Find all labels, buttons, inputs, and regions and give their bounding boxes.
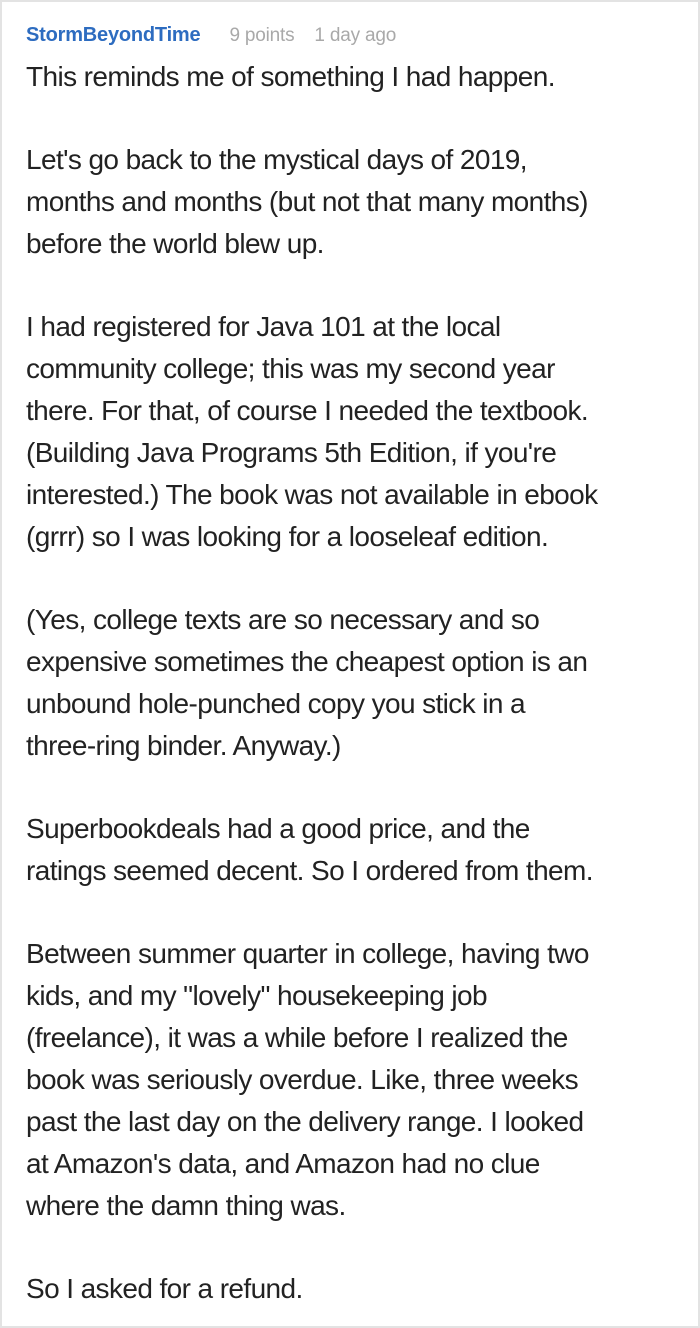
points-label: 9 points: [229, 25, 295, 46]
comment-line: (Yes, college texts are so necessary and so: [26, 604, 540, 635]
comment-paragraph: [26, 56, 682, 98]
comment-line: three-ring binder. Anyway.): [26, 730, 341, 761]
comment-line: So I asked for a refund.: [26, 1273, 303, 1304]
comment-line: kids, and my "lovely" housekeeping job: [26, 980, 487, 1011]
comment-line: Superbookdeals had a good price, and the: [26, 813, 530, 844]
comment-line: Between summer quarter in college, having two: [26, 938, 589, 969]
comment-paragraph: [26, 139, 682, 265]
comment-line: months and months (but not that many months): [26, 186, 588, 217]
comment-line: ratings seemed decent. So I ordered from them.: [26, 855, 593, 886]
comment-paragraph: [26, 306, 682, 558]
comment-paragraph: [26, 808, 682, 892]
comment-line: I had registered for Java 101 at the local: [26, 311, 501, 342]
comment-paragraph: [26, 933, 682, 1227]
comment-line: past the last day on the delivery range. I looked: [26, 1106, 584, 1137]
comment-line: where the damn thing was.: [26, 1190, 346, 1221]
comment-line: Let's go back to the mystical days of 2019,: [26, 144, 527, 175]
comment-body: [26, 56, 682, 1310]
comment-line: unbound hole-punched copy you stick in a: [26, 688, 526, 719]
comment-header: [26, 22, 682, 49]
comment-line: (freelance), it was a while before I realized the: [26, 1022, 568, 1053]
comment-line: before the world blew up.: [26, 228, 324, 259]
comment-line: at Amazon's data, and Amazon had no clue: [26, 1148, 540, 1179]
comment-line: This reminds me of something I had happen.: [26, 61, 555, 92]
comment-line: (Building Java Programs 5th Edition, if you're: [26, 437, 557, 468]
comment-line: interested.) The book was not available in ebook: [26, 479, 598, 510]
timestamp: 1 day ago: [314, 25, 397, 46]
comment-paragraph: [26, 599, 682, 767]
username-link[interactable]: StormBeyondTime: [26, 24, 201, 46]
comment-line: community college; this was my second year: [26, 353, 555, 384]
comment-line: there. For that, of course I needed the textbook.: [26, 395, 589, 426]
comment-line: expensive sometimes the cheapest option is an: [26, 646, 588, 677]
comment-line: (grrr) so I was looking for a looseleaf edition.: [26, 521, 549, 552]
comment-line: book was seriously overdue. Like, three weeks: [26, 1064, 578, 1095]
comment-paragraph: [26, 1268, 682, 1310]
